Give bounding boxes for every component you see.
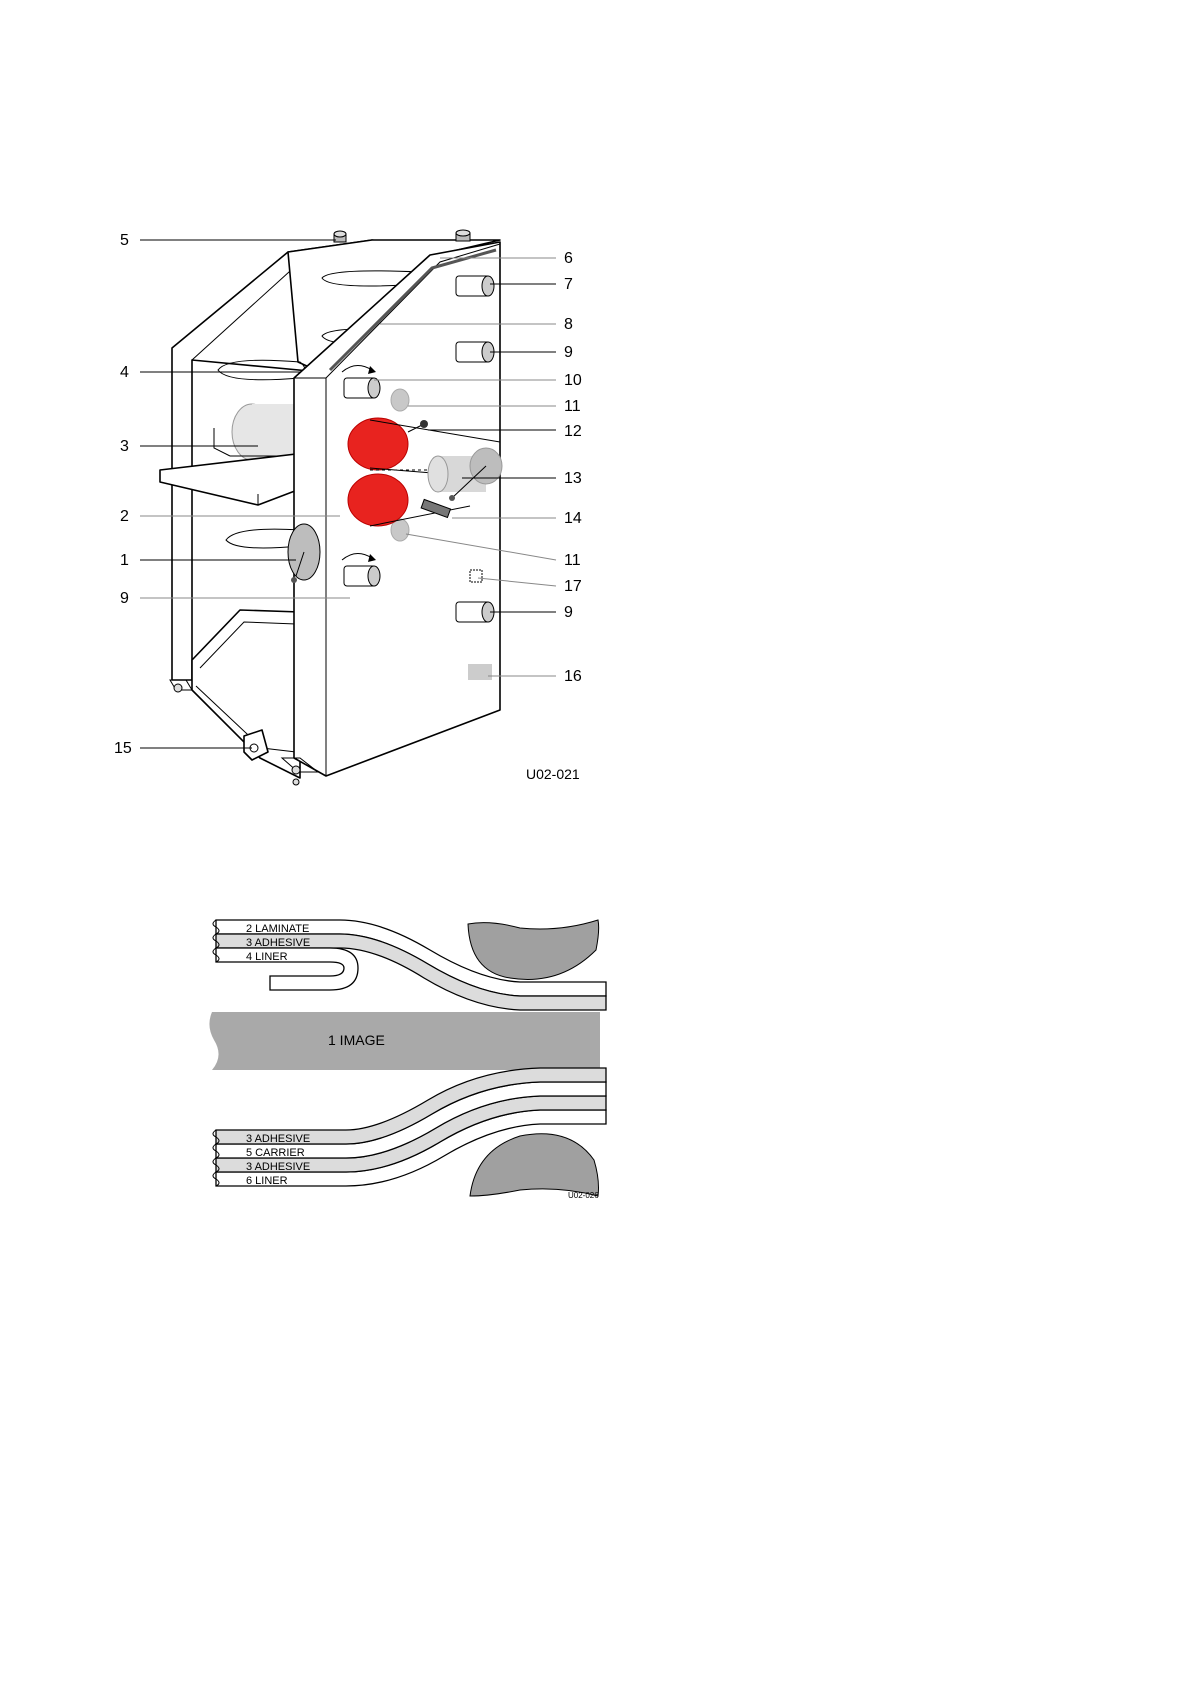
upper-main-roller (348, 418, 408, 470)
callout-8: 8 (564, 316, 573, 333)
layer-label-laminate: 2 LAMINATE (246, 923, 310, 935)
callout-15: 15 (114, 740, 132, 757)
callout-16: 16 (564, 668, 582, 685)
lower-main-roller (348, 474, 408, 526)
figure2-id: U02-026 (568, 1191, 599, 1200)
image-label: 1 IMAGE (328, 1032, 385, 1048)
lower-nip-roller (470, 1134, 599, 1196)
layer-label-liner-top: 4 LINER (246, 951, 288, 963)
callout-13: 13 (564, 470, 582, 487)
layer-label-liner-bottom: 6 LINER (246, 1175, 288, 1187)
layer-label-adhesive-top: 3 ADHESIVE (246, 937, 311, 949)
callout-3: 3 (120, 438, 129, 455)
callout-9-upper: 9 (564, 344, 573, 361)
callout-2: 2 (120, 508, 129, 525)
callout-11-upper: 11 (564, 398, 581, 415)
layer-label-carrier: 5 CARRIER (246, 1147, 305, 1159)
laminator-diagram (114, 230, 582, 785)
callout-17: 17 (564, 578, 582, 595)
control-17[interactable] (470, 570, 482, 582)
callout-11-lower: 11 (564, 552, 581, 569)
figure1-id: U02-021 (526, 766, 580, 782)
image-layer (209, 1012, 600, 1070)
callout-10: 10 (564, 372, 582, 389)
callout-12: 12 (564, 423, 582, 440)
layer-section-diagram (209, 920, 606, 1200)
layer-label-adhesive-bottom-2: 3 ADHESIVE (246, 1161, 311, 1173)
callout-7: 7 (564, 276, 573, 293)
callout-5: 5 (120, 232, 129, 249)
upper-nip-roller (468, 920, 599, 979)
callout-9-right: 9 (564, 604, 573, 621)
rating-plate-16 (468, 664, 492, 680)
callout-1: 1 (120, 552, 129, 569)
top-knob-right[interactable] (456, 230, 470, 241)
layer-label-adhesive-bottom-1: 3 ADHESIVE (246, 1133, 311, 1145)
callout-4: 4 (120, 364, 129, 381)
callout-14: 14 (564, 510, 582, 527)
callout-6: 6 (564, 250, 573, 267)
callout-9-left: 9 (120, 590, 129, 607)
guide-roller-upper (391, 389, 409, 411)
